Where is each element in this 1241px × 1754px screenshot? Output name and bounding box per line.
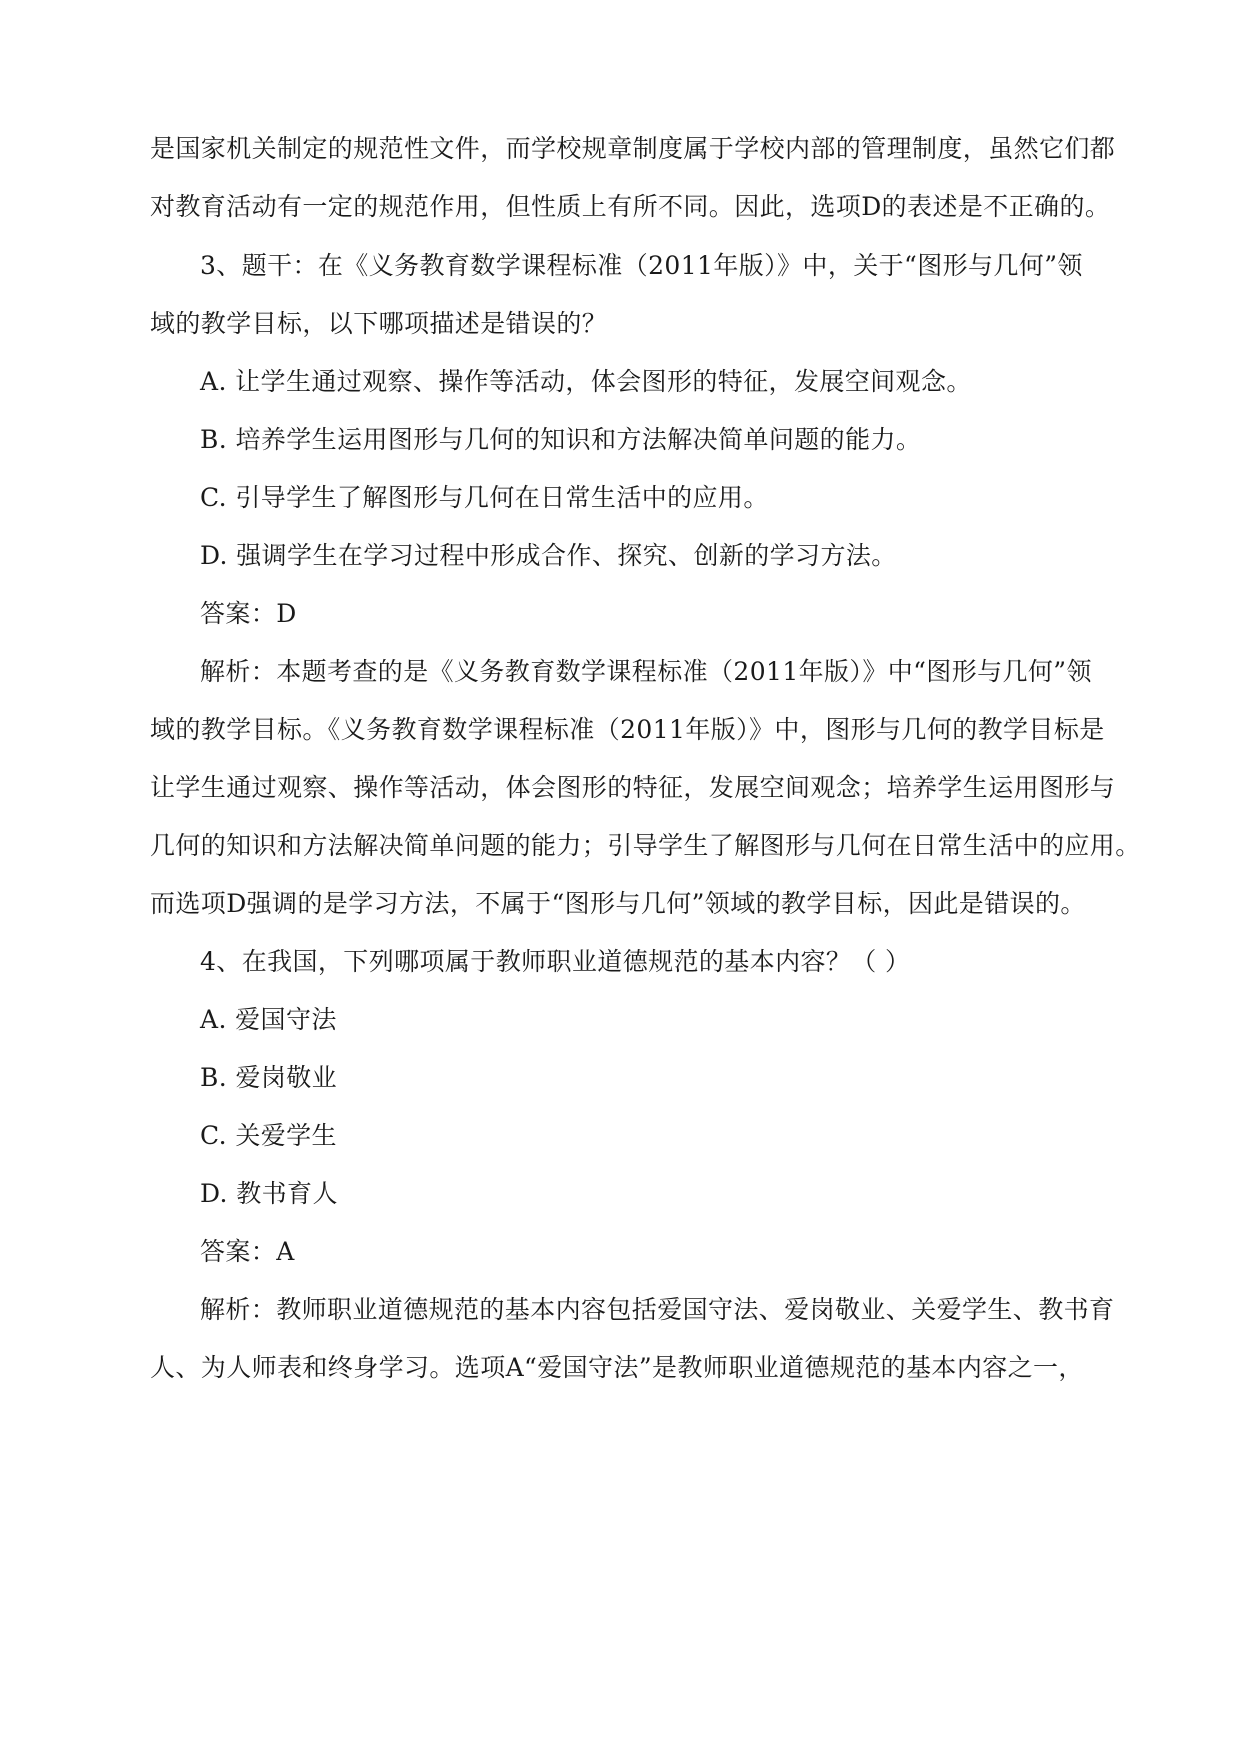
text-line: 对教育活动有一定的规范作用，但性质上有所不同。因此，选项D的表述是不正确的。 [150, 192, 1111, 221]
question-3-option-c: C. 引导学生了解图形与几何在日常生活中的应用。 [200, 483, 769, 512]
question-4-option-c: C. 关爱学生 [200, 1121, 337, 1150]
question-4-answer: 答案：A [200, 1237, 295, 1266]
question-3-option-d: D. 强调学生在学习过程中形成合作、探究、创新的学习方法。 [200, 541, 897, 570]
question-3-analysis-cont: 几何的知识和方法解决简单问题的能力；引导学生了解图形与几何在日常生活中的应用。 [150, 831, 1141, 860]
question-3-answer: 答案：D [200, 599, 297, 628]
question-4-option-a: A. 爱国守法 [200, 1005, 337, 1034]
question-3-analysis-cont: 让学生通过观察、操作等活动，体会图形的特征，发展空间观念；培养学生运用图形与 [150, 773, 1116, 802]
question-4-analysis-cont: 人、为人师表和终身学习。选项A“爱国守法”是教师职业道德规范的基本内容之一， [150, 1353, 1084, 1382]
question-3-analysis-cont: 域的教学目标。《义务教育数学课程标准（2011年版）》中，图形与几何的教学目标是 [150, 715, 1105, 744]
question-3-option-b: B. 培养学生运用图形与几何的知识和方法解决简单问题的能力。 [200, 425, 922, 454]
question-4-stem: 4、在我国，下列哪项属于教师职业道德规范的基本内容？（ ） [200, 947, 911, 976]
question-3-analysis-cont: 而选项D强调的是学习方法，不属于“图形与几何”领域的教学目标，因此是错误的。 [150, 889, 1086, 918]
text-line: 是国家机关制定的规范性文件，而学校规章制度属于学校内部的管理制度，虽然它们都 [150, 134, 1116, 163]
question-3-stem-cont: 域的教学目标，以下哪项描述是错误的？ [150, 309, 608, 338]
question-3-stem: 3、题干：在《义务教育数学课程标准（2011年版）》中，关于“图形与几何”领 [200, 251, 1083, 280]
question-3-option-a: A. 让学生通过观察、操作等活动，体会图形的特征，发展空间观念。 [200, 367, 972, 396]
question-4-analysis: 解析：教师职业道德规范的基本内容包括爱国守法、爱岗敬业、关爱学生、教书育 [200, 1295, 1115, 1324]
question-3-analysis: 解析：本题考查的是《义务教育数学课程标准（2011年版）》中“图形与几何”领 [200, 657, 1092, 686]
question-4-option-b: B. 爱岗敬业 [200, 1063, 338, 1092]
question-4-option-d: D. 教书育人 [200, 1179, 338, 1208]
